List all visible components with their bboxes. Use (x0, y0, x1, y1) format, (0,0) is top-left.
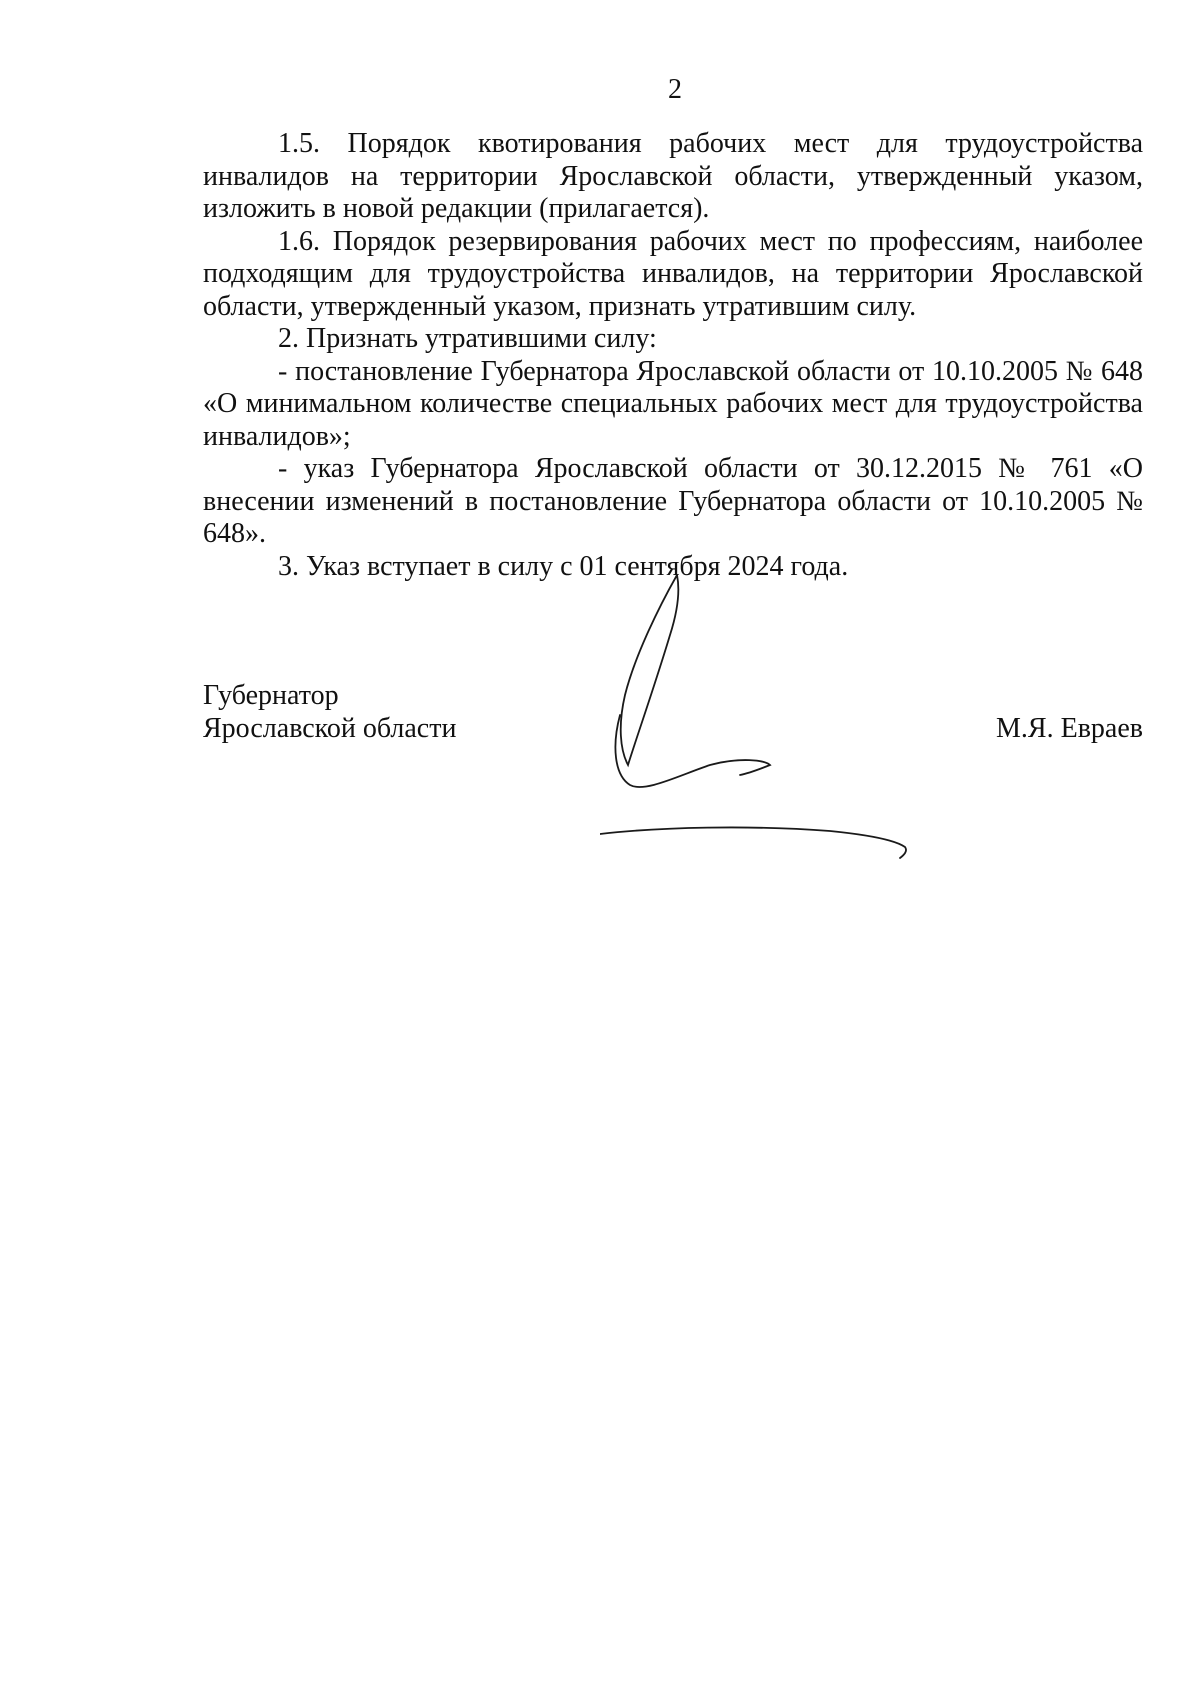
signatory-name: М.Я. Евраев (996, 712, 1143, 744)
paragraph-2-item-1: - постановление Губернатора Ярославской области от 10.10.2005 № 648 «О минимальном количестве специальных рабочих мест для трудоустройства инвалидов»; (203, 355, 1143, 452)
paragraph-3: 3. Указ вступает в силу с 01 сентября 2024 года. (278, 550, 849, 582)
signatory-title (203, 680, 456, 745)
paragraph-2: 2. Признать утратившими силу: (278, 323, 657, 354)
signatory-title-line1: Губернатор (203, 680, 339, 711)
signature-block (203, 680, 1143, 760)
document-body (203, 128, 1143, 583)
paragraph-1-5: 1.5. Порядок квотирования рабочих мест для трудоустройства инвалидов на территории Ярославской области, утвержденный указом, изложить в новой редакции (прилагается). (203, 128, 1143, 224)
paragraph-1-6: 1.6. Порядок резервирования рабочих мест по профессиям, наиболее подходящим для трудоустройства инвалидов, на территории Ярославской области, утвержденный указом, признать утратившим силу. (203, 225, 1143, 322)
paragraph-2-item-2: - указ Губернатора Ярославской области от 30.12.2015 № 761 «О внесении изменений в постановление Губернатора области от 10.10.2005 № 648». (203, 453, 1143, 549)
signatory-title-line2: Ярославской области (203, 712, 457, 744)
page-number: 2 (668, 74, 682, 105)
